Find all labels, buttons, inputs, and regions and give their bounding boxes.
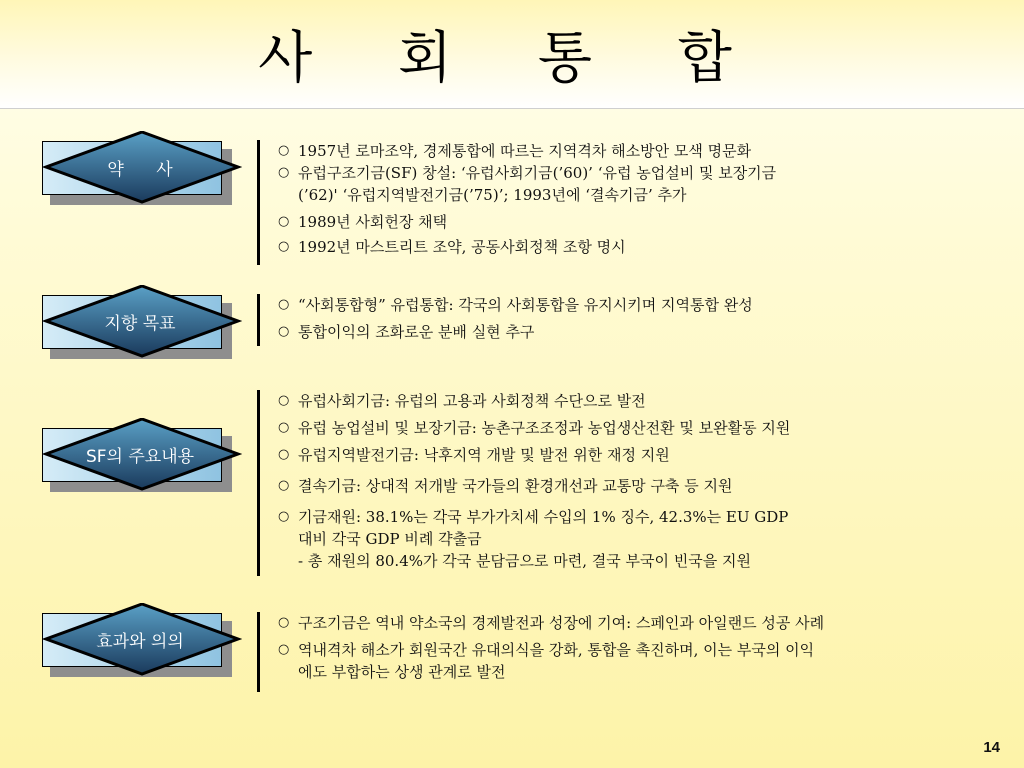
list-item: ○ 역내격차 해소가 회원국간 유대의식을 강화, 통합을 촉진하며, 이는 부국의 이익 에도 부합하는 상생 관계로 발전 [278, 641, 815, 681]
list-item: ○ 1989년 사회헌장 채택 [278, 213, 448, 231]
bullet-icon: ○ [278, 165, 290, 180]
page-number: 14 [983, 739, 1000, 756]
slide-title: 사 회 통 합 [258, 26, 766, 91]
badge-goal [42, 285, 242, 371]
list-item: ○ 결속기금: 상대적 저개발 국가들의 환경개선과 교통망 구축 등 지원 [278, 477, 733, 495]
badge-label: 약 사 [107, 159, 173, 180]
bullet-icon: ○ [278, 615, 290, 630]
bullet-icon: ○ [278, 214, 290, 229]
badge-label: SF의 주요내용 [85, 446, 195, 467]
list-item: ○ 구조기금은 역내 약소국의 경제발전과 성장에 기여: 스페인과 아일랜드 성공 사례 [278, 614, 825, 632]
bullet-icon: ○ [278, 478, 290, 493]
bullet-icon: ○ [278, 393, 290, 408]
list-item: ○ 유럽구조기금(SF) 창설: ‘유럽사회기금(’60)’ ‘유럽 농업설비 및 보장기금 (’62)' ‘유럽지역발전기금(’75)’; 1993년에 ‘결속기금’ 추가 [278, 164, 777, 204]
badge-effects [42, 603, 242, 689]
bullet-icon: ○ [278, 143, 290, 158]
bullet-icon: ○ [278, 642, 290, 657]
section-history [257, 140, 776, 265]
section-sf-contents [257, 390, 790, 576]
badge-sf-contents [42, 418, 242, 504]
list-item: ○ 유럽사회기금: 유럽의 고용과 사회정책 수단으로 발전 [278, 392, 646, 410]
badge-label: 효과와 의의 [96, 631, 184, 652]
bullet-icon: ○ [278, 509, 290, 524]
bullet-icon: ○ [278, 447, 290, 462]
list-item: ○ 통합이익의 조화로운 분배 실현 추구 [278, 323, 535, 341]
list-item: ○ 1957년 로마조약, 경제통합에 따르는 지역격차 해소방안 모색 명문화 [278, 142, 752, 160]
bullet-icon: ○ [278, 324, 290, 339]
list-item: ○ “사회통합형” 유럽통합: 각국의 사회통합을 유지시키며 지역통합 완성 [278, 296, 753, 314]
section-effects [257, 612, 824, 692]
badge-label: 지향 목표 [104, 313, 176, 334]
list-item: ○ 기금재원: 38.1%는 각국 부가가치세 수입의 1% 징수, 42.3%는 EU GDP 대비 각국 GDP 비례 갹출금 - 총 재원의 80.4%가 각국 분담금으로 마련, 결국 부국이 빈국을 지원 [278, 508, 789, 570]
bullet-icon: ○ [278, 297, 290, 312]
list-item: ○ 유럽지역발전기금: 낙후지역 개발 및 발전 위한 재정 지원 [278, 446, 670, 464]
badge-history [42, 131, 242, 217]
bullet-icon: ○ [278, 239, 290, 254]
list-item: ○ 1992년 마스트리트 조약, 공동사회정책 조항 명시 [278, 238, 626, 256]
bullet-icon: ○ [278, 420, 290, 435]
list-item: ○ 유럽 농업설비 및 보장기금: 농촌구조조정과 농업생산전환 및 보완활동 지원 [278, 419, 791, 437]
section-goal [257, 294, 753, 346]
